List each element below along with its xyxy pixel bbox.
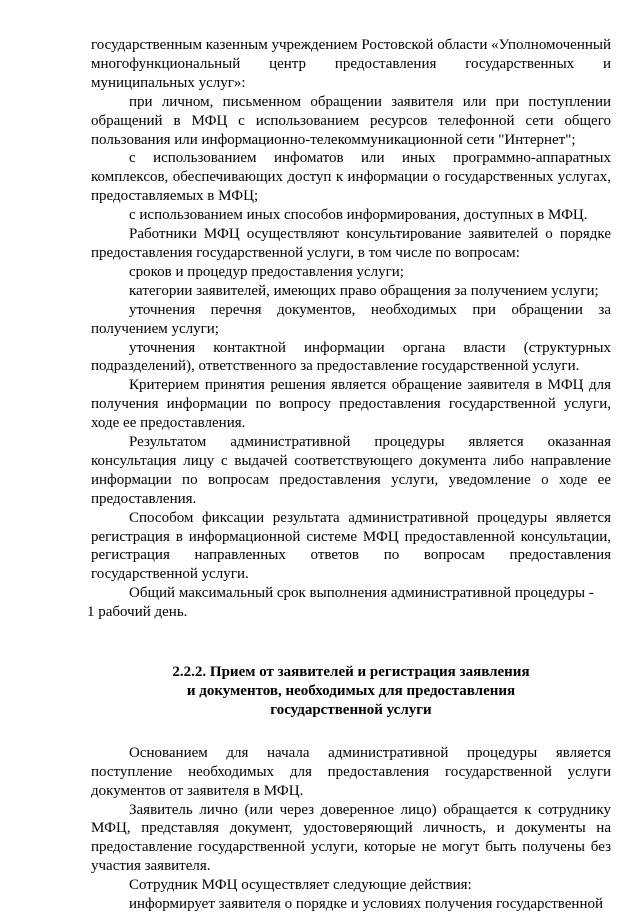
term-paragraph-end: 1 рабочий день. <box>87 604 188 621</box>
way-item: с использованием иных способов информирования, доступных в МФЦ. <box>129 207 588 224</box>
fixation-paragraph: Способом фиксации результата административной процедуры является регистрация в информационной системе МФЦ предоставленной консультации, регистрация направленных ответов по вопросам предоставления государственной услуги. <box>91 509 611 583</box>
way-item: с использованием инфоматов или иных программно-аппаратных комплексов, обеспечивающих доступ к информации о государственных услугах, предоставляемых в МФЦ; <box>91 150 611 205</box>
basis-paragraph: Основанием для начала административной процедуры является поступление необходимых для предоставления государственной услуги документов от заявителя в МФЦ. <box>91 744 611 799</box>
applicant-paragraph: Заявитель лично (или через доверенное лицо) обращается к сотруднику МФЦ, представляя документ, удостоверяющий личность, и документы на предоставление государственной услуги, которые не могут быть получены без участия заявителя. <box>91 801 611 875</box>
consult-intro-paragraph: Работники МФЦ осуществляют консультирование заявителей о порядке предоставления государственной услуги, в том числе по вопросам: <box>91 226 611 261</box>
document-page <box>87 36 611 914</box>
question-item: сроков и процедур предоставления услуги; <box>129 263 404 280</box>
result-paragraph: Результатом административной процедуры является оказанная консультация лицу с выдачей соответствующего документа либо направление информации по вопросам предоставления услуги, уведомление о ходе ее предоставления. <box>91 434 611 507</box>
section-heading-line: государственной услуги <box>270 701 432 718</box>
section-heading-line: 2.2.2. Прием от заявителей и регистрация заявления <box>172 664 530 681</box>
section-heading-line: и документов, необходимых для предоставления <box>186 683 516 699</box>
intro-paragraph: государственным казенным учреждением Ростовской области «Уполномоченный многофункциональный центр предоставления государственных и муниципальных услуг»: <box>91 37 611 91</box>
way-item: при личном, письменном обращении заявителя или при поступлении обращений в МФЦ с использованием ресурсов телефонной сети общего пользования или информационно-телекоммуникационной сети "Интернет"; <box>91 93 611 148</box>
spacer <box>91 720 611 744</box>
criterion-paragraph: Критерием принятия решения является обращение заявителя в МФЦ для получения информации по вопросу предоставления государственной услуги, ходе ее предоставления. <box>91 377 611 432</box>
question-item: уточнения перечня документов, необходимых при обращении за получением услуги; <box>91 301 611 337</box>
spacer <box>91 622 611 663</box>
employee-intro-paragraph: Сотрудник МФЦ осуществляет следующие действия: <box>129 877 472 894</box>
question-item: уточнения контактной информации органа власти (структурных подразделений), ответственного за предоставление государственной услуги. <box>91 339 611 375</box>
question-item: категории заявителей, имеющих право обращения за получением услуги; <box>129 282 599 299</box>
employee-action-item: информирует заявителя о порядке и условиях получения государственной <box>129 896 604 913</box>
term-paragraph: Общий максимальный срок выполнения административной процедуры - <box>129 585 594 602</box>
